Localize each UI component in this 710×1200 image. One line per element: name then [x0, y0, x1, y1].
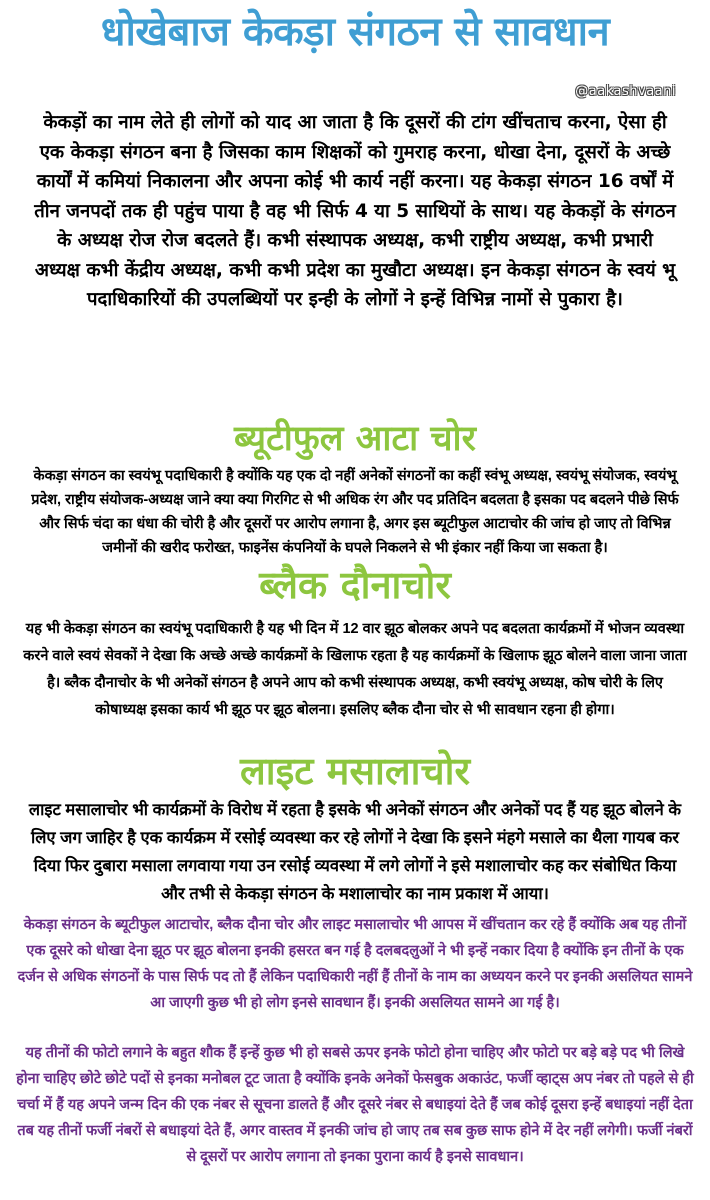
section-heading-black-daunachor: ब्लैक दौनाचोर	[259, 563, 451, 607]
social-handle-watermark: @aakashvaani	[575, 84, 676, 99]
section-body-black-daunachor: यह भी केकड़ा संगठन का स्वयंभू पदाधिकारी है यह भी दिन में 12 वार झूठ बोलकर अपने पद बदलता कार्यक्रमों में भोजन व्यवस्था करने वाले स्वयं सेवकों ने देखा कि अच्छे अच्छे कार्यक्रमों के खिलाफ रहता है यह कार्यक्रमों के खिलाफ झूठ बोलने वाला जाना जाता है। ब्लैक दौनाचोर के भी अनेकों संगठन है अपने आप को कभी संस्थापक अध्यक्ष, कभी स्वयंभू अध्यक्ष, कोष चोरी के लिए कोषाध्यक्ष इसका कार्य भी झूठ पर झूठ बोलना। इसलिए ब्लैक दौना चोर से भी सावधान रहना ही होगा।	[23, 621, 687, 718]
section-heading-light-masalachor: लाइट मसालाचोर	[239, 749, 471, 793]
intro-paragraph: केकड़ों का नाम लेते ही लोगों को याद आ जाता है कि दूसरों की टांग खींचताच करना, ऐसा ही एक केकड़ा संगठन बना है जिसका काम शिक्षकों को गुमराह करना, धोखा देना, दूसरों के अच्छे कार्यों में कमियां निकालना और अपना कोई भी कार्य नहीं करना। यह केकड़ा संगठन 16 वर्षों में तीन जनपदों तक ही पहुंच पाया है वह भी सिर्फ 4 या 5 साथियों के साथ। यह केकड़ों के संगठन के अध्यक्ष रोज रोज बदलते हैं। कभी संस्थापक अध्यक्ष, कभी राष्ट्रीय अध्यक्ष, कभी प्रभारी अध्यक्ष कभी केंद्रीय अध्यक्ष, कभी कभी प्रदेश का मुखौटा अध्यक्ष। इन केकड़ा संगठन के स्वयं भू पदाधिकारियों की उपलब्धियों पर इन्ही के लोगों ने इन्हें विभिन्न नामों से पुकारा है।	[34, 112, 676, 310]
page-title: धोखेबाज केकड़ा संगठन से सावधान	[100, 9, 610, 55]
section-heading-beautiful-atachor: ब्यूटीफुल आटा चोर	[234, 419, 476, 459]
closing-paragraph-2: यह तीनों की फोटो लगाने के बहुत शौक हैं इन्हें कुछ भी हो सबसे ऊपर इनके फोटो होना चाहिए और फोटो पर बड़े बड़े पद भी लिखे होना चाहिए छोटे छोटे पदों से इनका मनोबल टूट जाता है क्योंकि इनके अनेकों फेसबुक अकाउंट, फर्जी व्हाट्स अप नंबर तो पहले से ही चर्चा में हैं यह अपने जन्म दिन की एक नंबर से सूचना डालते हैं और दूसरे नंबर से बधाइयां देते हैं जब कोई दूसरा इन्हें बधाइयां नहीं देता तब यह तीनों फर्जी नंबरों से बधाइयां देते हैं, अगर वास्तव में इनकी जांच हो जाए तब सब कुछ साफ होने में देर नहीं लगेगी। फर्जी नंबरों से दूसरों पर आरोप लगाना तो इनका पुराना कार्य है इनसे सावधान।	[16, 1045, 694, 1165]
section-body-beautiful-atachor: केकड़ा संगठन का स्वयंभू पदाधिकारी है क्योंकि यह एक दो नहीं अनेकों संगठनों का कहीं स्वंभू अध्यक्ष, स्वयंभू संयोजक, स्वयंभू प्रदेश, राष्ट्रीय संयोजक-अध्यक्ष जाने क्या क्या गिरगिट से भी अधिक रंग और पद प्रतिदिन बदलता है इसका पद बदलने पीछे सिर्फ और सिर्फ चंदा का धंधा की चोरी है और दूसरों पर आरोप लगाना है, अगर इस ब्यूटीफुल आटाचोर की जांच हो जाए तो विभिन्न जमीनों की खरीद फरोख्त, फाइनेंस कंपनियों के घपले निकलने से भी इंकार नहीं किया जा सकता है।	[31, 468, 679, 556]
closing-paragraph-1: केकड़ा संगठन के ब्यूटीफुल आटाचोर, ब्लैक दौना चोर और लाइट मसालाचोर भी आपस में खींचतान कर रहे हैं क्योंकि अब यह तीनों एक दूसरे को धोखा देना झूठ पर झूठ बोलना इनकी हसरत बन गई है दलबदलुओं ने भी इन्हें नकार दिया है क्योंकि इन तीनों के एक दर्जन से अधिक संगठनों के पास सिर्फ पद तो हैं लेकिन पदाधिकारी नहीं हैं तीनों के नाम का अध्ययन करने पर इनकी असलियत सामने आ जाएगी कुछ भी हो लोग इनसे सावधान हैं। इनकी असलियत सामने आ गई है।	[17, 917, 693, 1011]
section-body-light-masalachor: लाइट मसालाचोर भी कार्यक्रमों के विरोध में रहता है इसके भी अनेकों संगठन और अनेकों पद हैं यह झूठ बोलने के लिए जग जाहिर है एक कार्यक्रम में रसोई व्यवस्था कर रहे लोगों ने देखा कि इसने मंहगे मसाले का थैला गायब कर दिया फिर दुबारा मसाला लगवाया गया उन रसोई व्यवस्था में लगे लोगों ने इसे मशालाचोर कह कर संबोधित किया और तभी से केकड़ा संगठन के मशालाचोर का नाम प्रकाश में आया।	[28, 801, 682, 903]
